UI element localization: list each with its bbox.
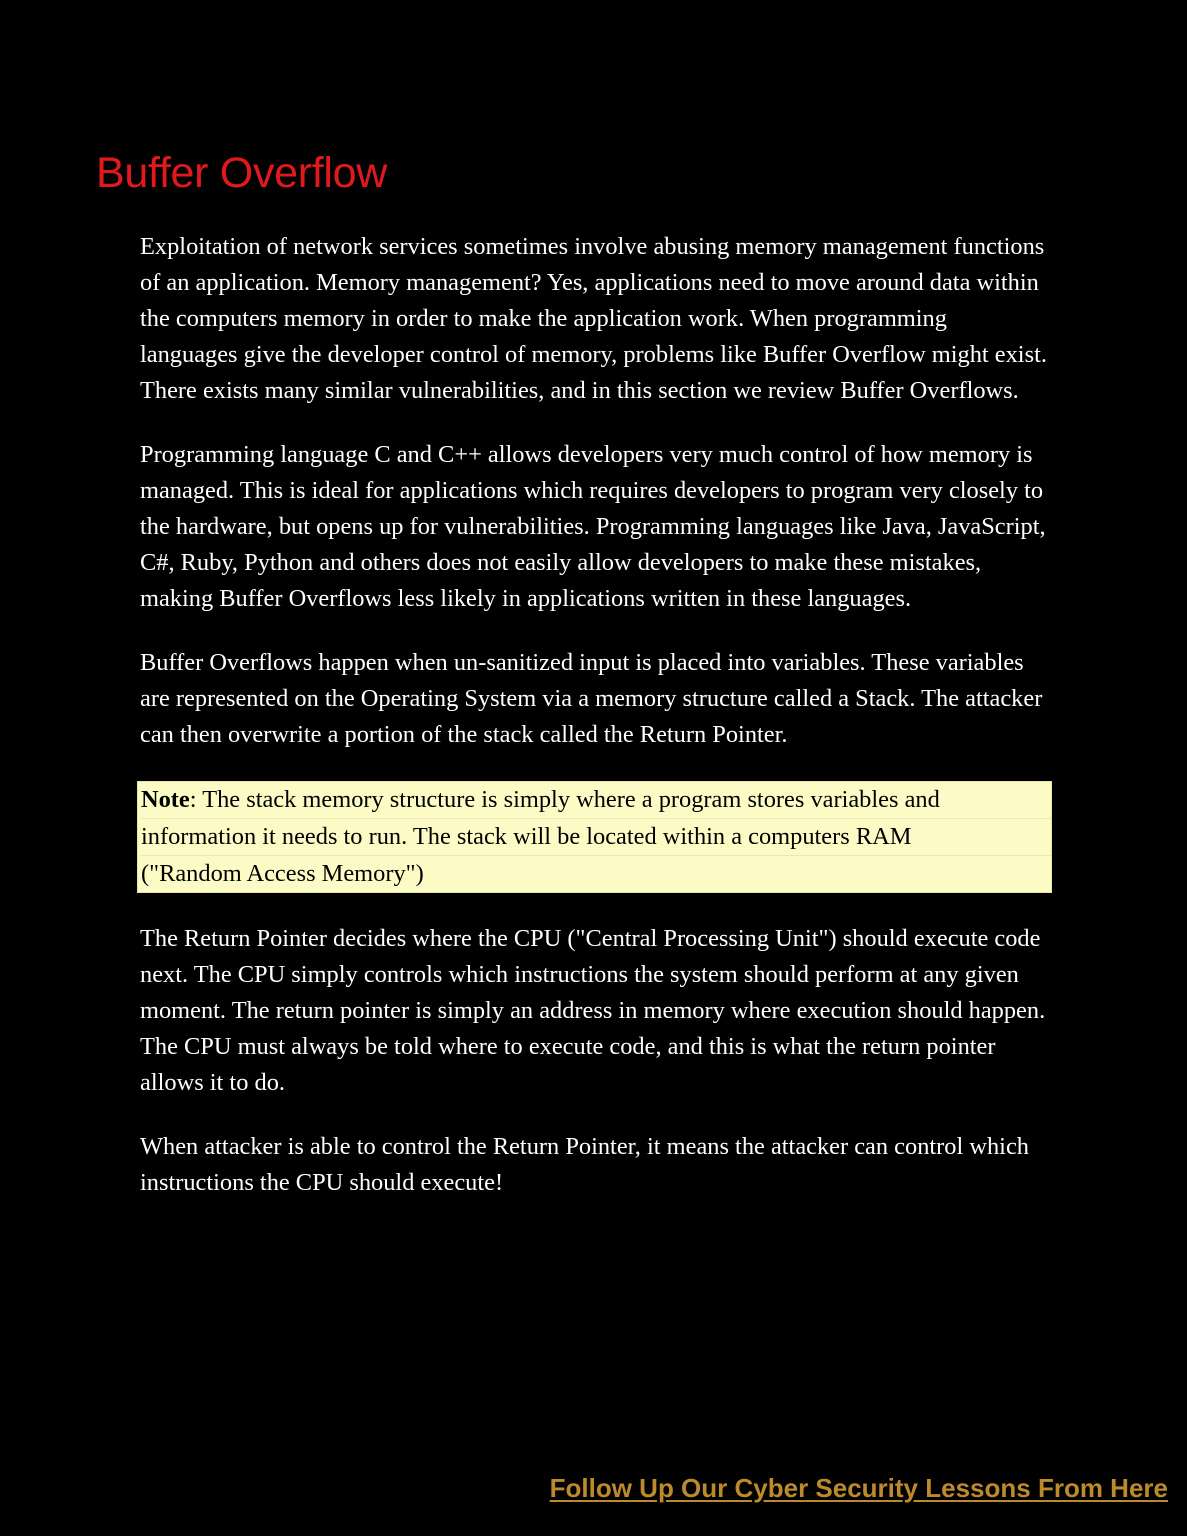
paragraph-conclusion: When attacker is able to control the Return Pointer, it means the attacker can control which instructions the CPU should execute! — [140, 1133, 1029, 1196]
note-line-1 — [141, 782, 1051, 819]
note-box — [137, 781, 1052, 893]
note-text-1: : The stack memory structure is simply where a program stores variables and — [189, 786, 940, 813]
paragraph-return-pointer: The Return Pointer decides where the CPU ("Central Processing Unit") should execute code next. The CPU simply controls which instructions the system should perform at any given moment. The return pointer is simply an address in memory where execution should happen. The CPU must always be told where to execute code, and this is what the return pointer allows it to do. — [140, 925, 1046, 1096]
footer-lessons-link[interactable]: Follow Up Our Cyber Security Lessons From Here — [549, 1473, 1168, 1503]
page-title: Buffer Overflow — [96, 149, 388, 197]
paragraph-intro: Exploitation of network services sometimes involve abusing memory management functions of an application. Memory management? Yes, applications need to move around data within the computers memory in order to make the application work. When programming languages give the developer control of memory, problems like Buffer Overflow might exist. There exists many similar vulnerabilities, and in this section we review Buffer Overflows. — [140, 233, 1047, 404]
note-label: Note — [141, 786, 190, 813]
paragraph-languages: Programming language C and C++ allows developers very much control of how memory is managed. This is ideal for applications which requires developers to program very closely to the hardware, but opens up for vulnerabilities. Programming languages like Java, JavaScript, C#, Ruby, Python and others does not easily allow developers to make these mistakes, making Buffer Overflows less likely in applications written in these languages. — [140, 441, 1046, 612]
article-body — [140, 229, 1050, 1229]
note-line-3: ("Random Access Memory") — [141, 860, 424, 887]
paragraph-stack: Buffer Overflows happen when un-sanitized input is placed into variables. These variables are represented on the Operating System via a memory structure called a Stack. The attacker can then overwrite a portion of the stack called the Return Pointer. — [140, 649, 1043, 748]
note-line-2: information it needs to run. The stack will be located within a computers RAM — [141, 819, 1051, 856]
